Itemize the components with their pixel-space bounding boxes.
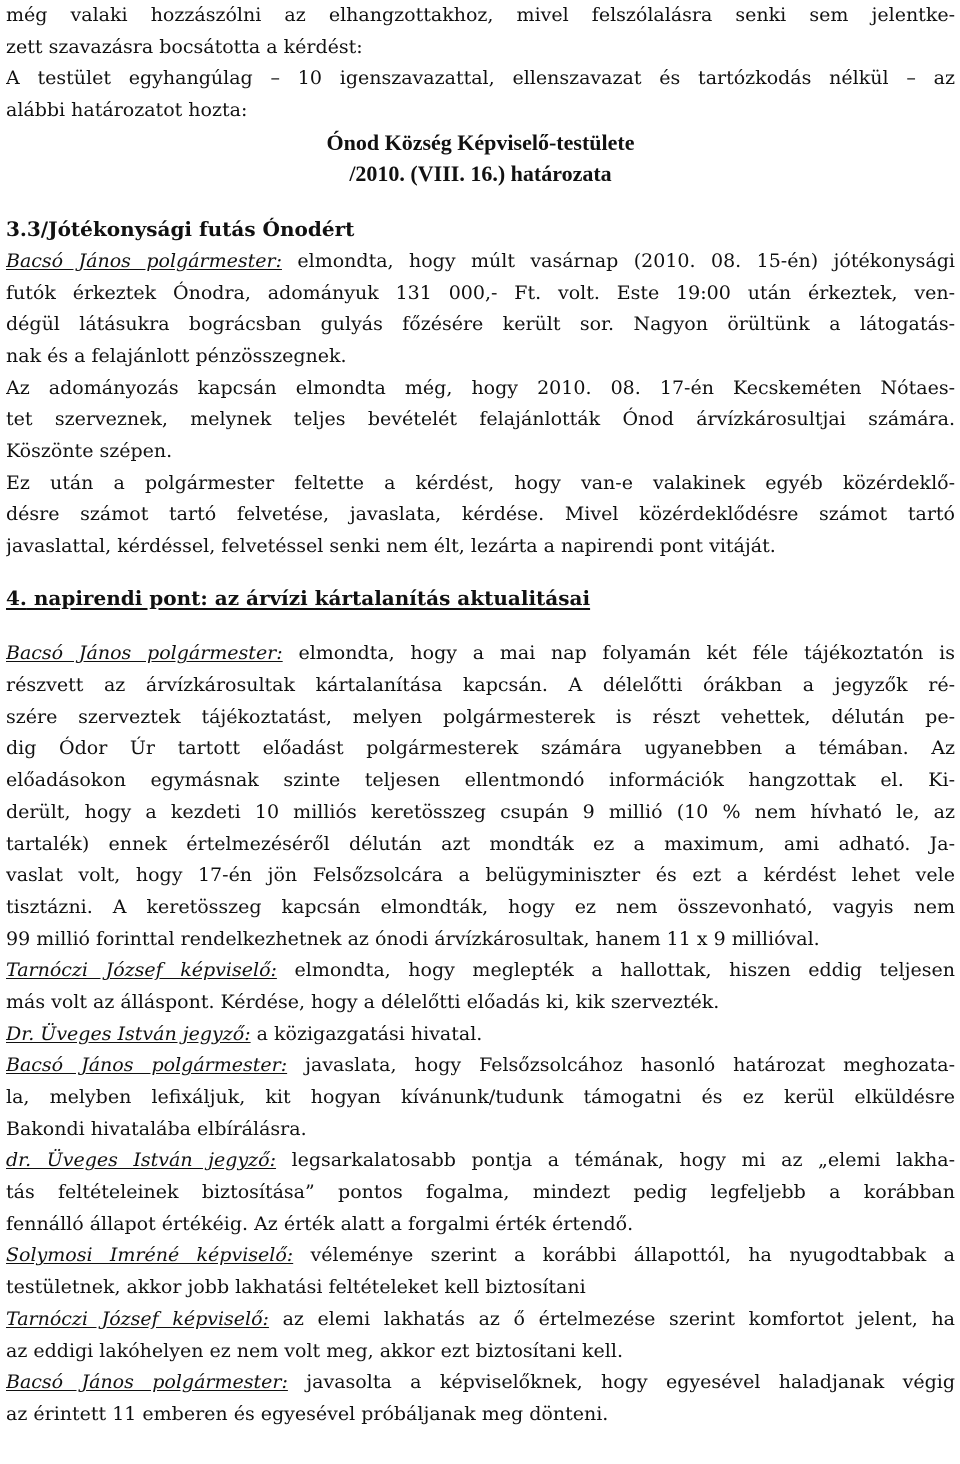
text-line: zett szavazásra bocsátotta a kérdést: — [6, 35, 363, 58]
text-line: tartalék) ennek értelmezéséről délután azt mondták ez a maximum, ami adható. Ja- — [6, 832, 955, 855]
text-line: dégül látásukra bográcsban gulyás főzésére került sor. Nagyon örültünk a látogatás- — [6, 313, 955, 336]
text-line: fennálló állapot értékéig. Az érték alatt a forgalmi érték értendő. — [6, 1212, 634, 1235]
speaker-name: Solymosi Imréné képviselő: — [6, 1244, 294, 1267]
text-line: dr. Üveges István jegyző: legsarkalatosabb pontja a témának, hogy mi az „elemi lakha- — [6, 1149, 955, 1172]
resolution-number: /2010. (VIII. 16.) határozata — [349, 161, 612, 187]
text-line: Solymosi Imréné képviselő: véleménye szerint a korábbi állapottól, ha nyugodtabbak a — [6, 1244, 955, 1267]
text-line: vaslat volt, hogy 17-én jön Felsőzsolcára a belügyminiszter és ezt a kérdést lehet vele — [6, 864, 955, 887]
speaker-name: Tarnóczi József képviselő: — [6, 959, 277, 982]
text-line: dig Ódor Úr tartott előadást polgármesterek számára ugyanebben a témában. Az — [6, 737, 955, 760]
section-3-3 — [6, 214, 955, 563]
text-line: az eddigi lakóhelyen ez nem volt meg, akkor ezt biztosítani kell. — [6, 1339, 623, 1362]
speaker-name: dr. Üveges István jegyző: — [6, 1149, 277, 1172]
text-line: Dr. Üveges István jegyző: a közigazgatási hivatal. — [6, 1022, 483, 1045]
speaker-name: Tarnóczi József képviselő: — [6, 1307, 269, 1330]
text-line: az érintett 11 emberen és egyesével próbáljanak meg dönteni. — [6, 1402, 609, 1425]
text-line: futók érkeztek Ónodra, adományuk 131 000,- Ft. volt. Este 19:00 után érkeztek, ven- — [6, 281, 955, 304]
speaker-name: Bacsó János polgármester: — [6, 642, 283, 665]
speaker-name: Dr. Üveges István jegyző: — [6, 1022, 251, 1045]
text-line: Tarnóczi József képviselő: az elemi lakhatás az ő értelmezése szerint komfortot jelent, ha — [6, 1307, 955, 1330]
text-line: még valaki hozzászólni az elhangzottakhoz, mivel felszólalásra senki sem jelentke- — [6, 4, 955, 26]
text-line: javaslattal, kérdéssel, felvetéssel senki nem élt, lezárta a napirendi pont vitáját. — [6, 535, 776, 557]
resolution-block — [6, 127, 955, 190]
agenda-item-number: 4. — [6, 585, 27, 610]
text-line: tisztázni. A keretösszeg kapcsán elmondták, hogy ez nem összevonható, vagyis nem — [6, 895, 955, 918]
speaker-name: Bacsó János polgármester: — [6, 1054, 288, 1077]
agenda-item-heading — [6, 583, 955, 615]
text-line: előadásokon egymásnak szinte teljesen ellentmondó információk hangzottak el. Ki- — [6, 769, 955, 792]
text-line: désre számot tartó felvetése, javaslata, kérdése. Mivel közérdeklődésre számot tartó — [6, 503, 955, 526]
text-line: Bacsó János polgármester: javasolta a képviselőknek, hogy egyesével haladjanak végig — [6, 1371, 955, 1394]
text-line: A testület egyhangúlag – 10 igenszavazattal, ellenszavazat és tartózkodás nélkül – az — [6, 67, 955, 90]
text-line: Bakondi hivatalába elbírálásra. — [6, 1117, 307, 1140]
text-line: tás feltételeinek biztosítása” pontos fogalma, mindezt pedig legfeljebb a korábban — [6, 1181, 955, 1204]
text-line: derült, hogy a kezdeti 10 milliós keretösszeg csupán 9 millió (10 % nem hívható le, az — [6, 800, 955, 823]
speaker-name: Bacsó János polgármester: — [6, 1371, 288, 1394]
text-line: Bacsó János polgármester: elmondta, hogy múlt vasárnap (2010. 08. 15-én) jótékonysági — [6, 249, 955, 272]
section-4-body — [6, 638, 955, 1430]
text-line: szére szerveztek tájékoztatást, melyen polgármesterek is részt vehettek, délután pe- — [6, 705, 955, 728]
text-line: la, melyben lefixáljuk, kit hogyan kívánunk/tudunk támogatni és ez kerül elküldésre — [6, 1086, 955, 1108]
text-line: 99 millió forinttal rendelkezhetnek az ónodi árvízkárosultak, hanem 11 x 9 millióval. — [6, 927, 820, 950]
agenda-item-title: napirendi pont: az árvízi kártalanítás aktualitásai — [26, 585, 591, 610]
text-line: Bacsó János polgármester: elmondta, hogy a mai nap folyamán két féle tájékoztatón is — [6, 642, 955, 665]
text-line: tet szerveznek, melynek teljes bevételét felajánlották Ónod árvízkárosultjai számára. — [6, 408, 955, 431]
text-line: Az adományozás kapcsán elmondta még, hogy 2010. 08. 17-én Kecskeméten Nótaes- — [6, 376, 955, 399]
text-line: részvett az árvízkárosultak kártalanítása kapcsán. A délelőtti órákban a jegyzők ré- — [6, 674, 955, 697]
text-line: testületnek, akkor jobb lakhatási feltételeket kell biztosítani — [6, 1276, 586, 1299]
resolution-body: Ónod Község Képviselő-testülete — [326, 129, 635, 155]
text-line: Tarnóczi József képviselő: elmondta, hogy meglepték a hallottak, hiszen eddig teljesen — [6, 959, 955, 982]
intro-paragraph — [6, 0, 955, 127]
speaker-name: Bacsó János polgármester: — [6, 249, 282, 272]
text-line: alábbi határozatot hozta: — [6, 99, 248, 122]
section-heading: 3.3/Jótékonysági futás Ónodért — [6, 217, 355, 242]
text-line: Köszönte szépen. — [6, 439, 173, 462]
text-line: Ez után a polgármester feltette a kérdést, hogy van-e valakinek egyéb közérdeklő- — [6, 471, 955, 494]
text-line: Bacsó János polgármester: javaslata, hogy Felsőzsolcához hasonló határozat meghozata- — [6, 1054, 955, 1077]
text-line: nak és a felajánlott pénzösszegnek. — [6, 344, 347, 367]
text-line: más volt az álláspont. Kérdése, hogy a délelőtti előadás ki, kik szervezték. — [6, 990, 720, 1013]
